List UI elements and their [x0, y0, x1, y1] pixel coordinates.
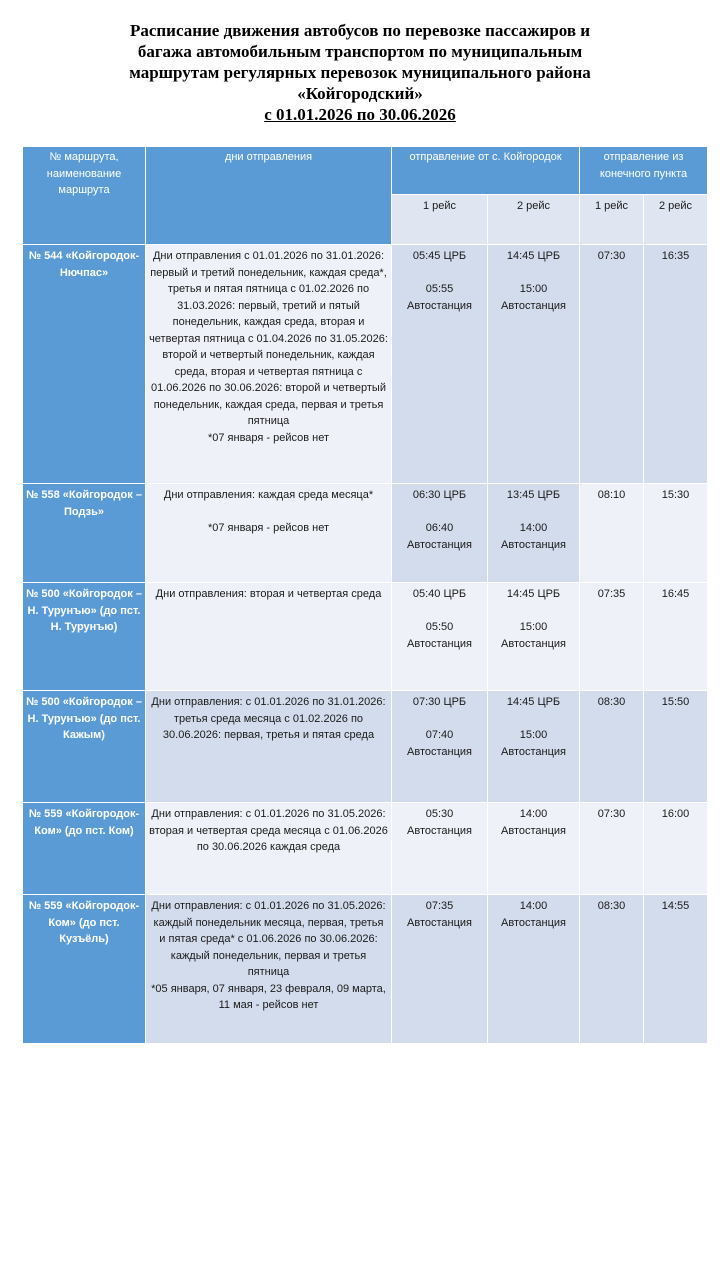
departure-days: [146, 245, 392, 484]
title-line-1: Расписание движения автобусов по перевозке пассажиров и: [129, 21, 591, 40]
days-text: Дни отправления: с 01.01.2026 по 31.05.2026: каждый понедельник месяца, первая, третья и пятая среда* с 01.06.2026 по 30.06.2026: каждый понедельник, первая и третья пятница: [151, 900, 386, 978]
time-crb: 06:30 ЦРБ: [412, 489, 467, 501]
table-row: [23, 803, 708, 895]
departure-days: [146, 484, 392, 583]
title-line-3: маршрутам регулярных перевозок муниципального района: [129, 63, 591, 82]
days-text: Дни отправления: вторая и четвертая среда: [155, 588, 382, 600]
route-name: № 500 «Койгородок – Н. Турунъю» (до пст. Н. Турунъю): [23, 583, 146, 691]
time-crb: 13:45 ЦРБ: [506, 489, 561, 501]
route-name: № 500 «Койгородок – Н. Турунъю» (до пст. Кажым): [23, 691, 146, 803]
time-bus-station: 15:00 Автостанция: [501, 621, 566, 650]
trip-1-time: [392, 583, 488, 691]
time-bus-station: 15:00 Автостанция: [501, 729, 566, 758]
time-crb: 05:45 ЦРБ: [412, 250, 467, 262]
schedule-table: [22, 146, 708, 1044]
trip-2-time: [488, 484, 580, 583]
trip-2-time: [488, 583, 580, 691]
header-from-koygorodok: отправление от с. Койгородок: [392, 147, 580, 195]
return-trip-1-time: 07:30: [580, 803, 644, 895]
days-note: *07 января - рейсов нет: [207, 522, 330, 534]
return-trip-1-time: 08:10: [580, 484, 644, 583]
return-trip-2-time: 16:35: [644, 245, 708, 484]
days-text: Дни отправления: с 01.01.2026 по 31.05.2026: вторая и четвертая среда месяца с 01.06.2026 по 30.06.2026 каждая среда: [149, 808, 388, 853]
departure-days: [146, 895, 392, 1044]
header-trip-1: 1 рейс: [392, 195, 488, 245]
table-row: [23, 895, 708, 1044]
trip-1-time: [392, 484, 488, 583]
route-name: № 559 «Койгородок-Ком» (до пст. Кузъёль): [23, 895, 146, 1044]
title-period: с 01.01.2026 по 30.06.2026: [264, 105, 456, 124]
return-trip-2-time: 15:50: [644, 691, 708, 803]
trip-1-time: 05:30 Автостанция: [392, 803, 488, 895]
time-bus-station: 14:00 Автостанция: [501, 522, 566, 551]
time-crb: 05:40 ЦРБ: [412, 588, 467, 600]
route-name: № 544 «Койгородок-Нючпас»: [23, 245, 146, 484]
return-trip-2-time: 14:55: [644, 895, 708, 1044]
header-trip-2-return: 2 рейс: [644, 195, 708, 245]
return-trip-1-time: 08:30: [580, 691, 644, 803]
header-route: № маршрута, наименование маршрута: [23, 147, 146, 245]
route-name: № 559 «Койгородок-Ком» (до пст. Ком): [23, 803, 146, 895]
header-trip-2: 2 рейс: [488, 195, 580, 245]
trip-2-time: 14:00 Автостанция: [488, 895, 580, 1044]
time-crb: 07:30 ЦРБ: [412, 696, 467, 708]
trip-2-time: [488, 691, 580, 803]
departure-days: [146, 803, 392, 895]
days-note: *07 января - рейсов нет: [207, 431, 330, 444]
trip-2-time: [488, 245, 580, 484]
table-row: [23, 691, 708, 803]
days-text: Дни отправления с 01.01.2026 по 31.01.2026: первый и третий понедельник, каждая среда*, третья и пятая пятница с 01.02.2026 по 31.03.2026: первый, третий и пятый понедельник, каждая среда, вторая и четвертая пятница с 01.04.2026 по 31.05.2026: второй и четвертый понедельник, каждая среда, вторая и четвертая пятница с 01.06.2026 по 30.06.2026: второй и четвертый понедельник, каждая среда, первая и третья пятница: [149, 250, 388, 427]
table-row: [23, 245, 708, 484]
table-row: [23, 583, 708, 691]
time-crb: 14:45 ЦРБ: [506, 250, 561, 262]
title-line-2: багажа автомобильным транспортом по муниципальным: [137, 42, 583, 61]
header-days: дни отправления: [146, 147, 392, 245]
time-bus-station: 15:00 Автостанция: [501, 283, 566, 312]
return-trip-1-time: 07:30: [580, 245, 644, 484]
trip-1-time: [392, 691, 488, 803]
return-trip-2-time: 16:00: [644, 803, 708, 895]
return-trip-2-time: 15:30: [644, 484, 708, 583]
time-bus-station: 06:40 Автостанция: [407, 522, 472, 551]
time-bus-station: 05:50 Автостанция: [407, 621, 472, 650]
trip-2-time: 14:00 Автостанция: [488, 803, 580, 895]
header-from-terminal: отправление из конечного пункта: [580, 147, 708, 195]
days-note: *05 января, 07 января, 23 февраля, 09 марта, 11 мая - рейсов нет: [151, 982, 386, 1011]
return-trip-1-time: 08:30: [580, 895, 644, 1044]
time-crb: 14:45 ЦРБ: [506, 588, 561, 600]
time-crb: 14:45 ЦРБ: [506, 696, 561, 708]
title-line-4: «Койгородский»: [297, 84, 423, 103]
days-text: Дни отправления: с 01.01.2026 по 31.01.2026: третья среда месяца с 01.02.2026 по 30.06.2026: первая, третья и пятая среда: [151, 696, 386, 741]
time-bus-station: 07:40 Автостанция: [407, 729, 472, 758]
time-bus-station: 05:55 Автостанция: [407, 283, 472, 312]
return-trip-2-time: 16:45: [644, 583, 708, 691]
days-text: Дни отправления: каждая среда месяца*: [163, 489, 374, 501]
trip-1-time: [392, 245, 488, 484]
return-trip-1-time: 07:35: [580, 583, 644, 691]
departure-days: [146, 583, 392, 691]
route-name: № 558 «Койгородок – Подзь»: [23, 484, 146, 583]
document-title: [0, 20, 720, 125]
table-row: [23, 484, 708, 583]
departure-days: [146, 691, 392, 803]
trip-1-time: 07:35 Автостанция: [392, 895, 488, 1044]
header-trip-1-return: 1 рейс: [580, 195, 644, 245]
